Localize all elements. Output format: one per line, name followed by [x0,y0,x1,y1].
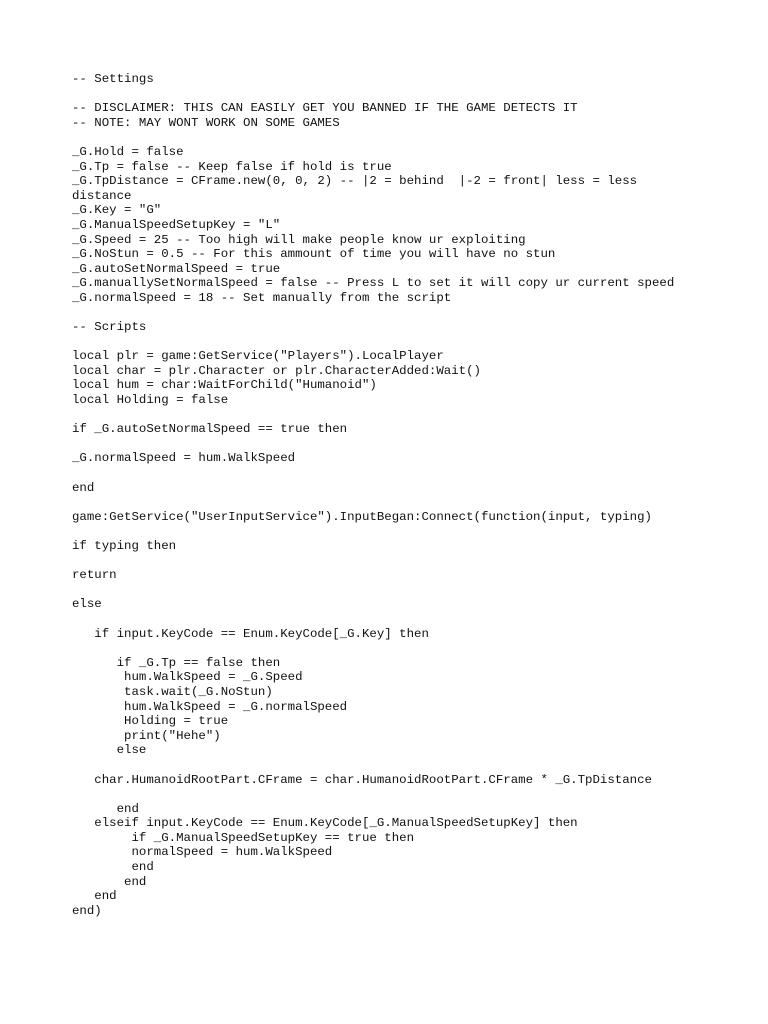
code-line: _G.Key = "G" [72,203,162,218]
code-line: -- Scripts [72,320,147,335]
code-line [72,554,712,569]
code-line: if typing then [72,539,177,553]
code-line: task.wait(_G.NoStun) [72,684,273,699]
code-line: hum.WalkSpeed = _G.Speed [72,670,303,685]
code-line: end) [72,903,102,918]
code-line: print("Hehe") [72,728,221,743]
code-line: _G.Tp = false -- Keep false if hold is true [72,159,392,174]
code-line [72,758,712,773]
code-line: char.HumanoidRootPart.CFrame = char.HumanoidRootPart.CFrame * _G.TpDistance [72,772,652,787]
code-line: end [72,860,154,875]
code-line [72,437,712,452]
code-line: -- Settings [72,72,154,86]
code-line [72,408,712,423]
code-line: -- DISCLAIMER: THIS CAN EASILY GET YOU BANNED IF THE GAME DETECTS IT [72,101,578,116]
document-body [72,72,712,918]
code-line: hum.WalkSpeed = _G.normalSpeed [72,699,348,714]
code-line: _G.Speed = 25 -- Too high will make people know ur exploiting [72,232,526,247]
code-line: game:GetService("UserInputService").InputBegan:Connect(function(input, typing) [72,509,652,524]
code-line: _G.normalSpeed = hum.WalkSpeed [72,451,296,466]
code-line: end [72,801,139,816]
code-line [72,583,712,598]
code-line: if _G.Tp == false then [72,655,281,670]
code-line: if _G.ManualSpeedSetupKey == true then [72,830,415,845]
code-line: _G.manuallySetNormalSpeed = false -- Press L to set it will copy ur current speed [72,276,675,291]
code-line: _G.Hold = false [72,144,184,159]
code-line: -- NOTE: MAY WONT WORK ON SOME GAMES [72,115,340,130]
code-line: Holding = true [72,714,229,729]
code-line: elseif input.KeyCode == Enum.KeyCode[_G.ManualSpeedSetupKey] then [72,816,578,831]
code-line: _G.autoSetNormalSpeed = true [72,261,281,276]
code-line [72,641,712,656]
code-line: _G.normalSpeed = 18 -- Set manually from the script [72,290,452,305]
code-line: else [72,743,147,758]
code-line [72,524,712,539]
code-line [72,466,712,481]
code-line: end [72,480,95,495]
code-line [72,335,712,350]
code-line: if input.KeyCode == Enum.KeyCode[_G.Key] then [72,626,429,641]
code-line: _G.TpDistance = CFrame.new(0, 0, 2) -- |2 = behind |-2 = front| less = less [72,174,638,189]
code-line: local plr = game:GetService("Players").LocalPlayer [72,349,444,364]
code-line [72,495,712,510]
code-line: local Holding = false [72,393,229,408]
code-line: end [72,874,147,889]
code-line: _G.NoStun = 0.5 -- For this ammount of time you will have no stun [72,247,556,262]
code-line [72,787,712,802]
code-line [72,612,712,627]
code-line: if _G.autoSetNormalSpeed == true then [72,422,348,437]
code-line: else [72,597,102,612]
code-line: _G.ManualSpeedSetupKey = "L" [72,217,281,232]
code-line: return [72,568,117,583]
code-line [72,306,712,321]
code-line: distance [72,188,132,203]
code-line: normalSpeed = hum.WalkSpeed [72,845,333,860]
code-line: end [72,889,117,904]
code-line [72,87,712,102]
code-line [72,130,712,145]
code-line: local hum = char:WaitForChild("Humanoid") [72,378,377,393]
code-line: local char = plr.Character or plr.CharacterAdded:Wait() [72,363,481,378]
